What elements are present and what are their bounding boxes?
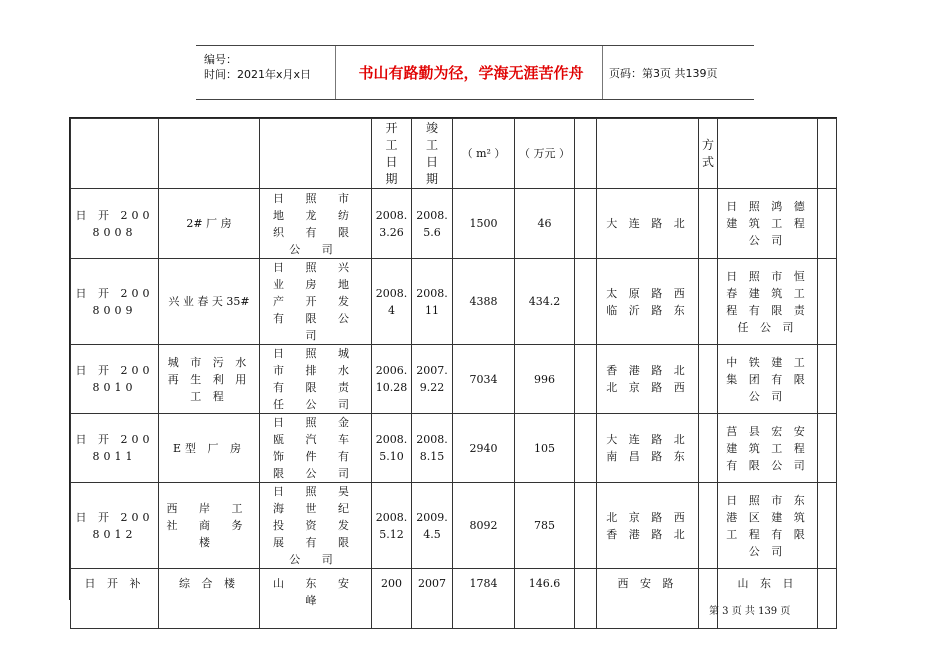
- document-header: [196, 45, 754, 100]
- project-code: 日 开 2008010: [71, 345, 159, 414]
- header-meta: [204, 52, 311, 82]
- header-cost-unit: （ 万元 ）: [515, 119, 575, 189]
- area-value: 1500: [453, 189, 515, 259]
- blank-cell: [818, 414, 837, 483]
- project-code: 日 开 2008011: [71, 414, 159, 483]
- blank-cell: [575, 189, 597, 259]
- project-name: 2# 厂 房: [159, 189, 260, 259]
- project-code: 日 开 补: [71, 569, 159, 629]
- area-value: 1784: [453, 569, 515, 629]
- blank-cell: [818, 483, 837, 569]
- area-value: 8092: [453, 483, 515, 569]
- contractor: 日 照 市 东 港 区 建 筑 工 程 有 限 公 司: [718, 483, 818, 569]
- contractor: 中 铁 建 工 集 团 有 限 公 司: [718, 345, 818, 414]
- builder-unit: 日 照 市 地 龙 纺 织 有 限 公 司: [260, 189, 372, 259]
- project-name: E型 厂 房: [159, 414, 260, 483]
- project-code: 日 开 2008012: [71, 483, 159, 569]
- table-row: [71, 414, 837, 483]
- cost-value: 996: [515, 345, 575, 414]
- end-date: 2008.5.6: [412, 189, 453, 259]
- project-table: [69, 117, 837, 607]
- table-row: [71, 483, 837, 569]
- project-name: 城 市 污 水 再 生 利 用 工 程: [159, 345, 260, 414]
- project-name: 西 岸 工 社 商 务 楼: [159, 483, 260, 569]
- builder-unit: 日 照 昊 海 世 纪 投 资 发 展 有 限 公 司: [260, 483, 372, 569]
- blank-cell: [818, 569, 837, 629]
- blank-cell: [575, 414, 597, 483]
- header-divider: [335, 46, 336, 99]
- project-code: 日 开 2008009: [71, 259, 159, 345]
- blank-cell: [699, 483, 718, 569]
- blank-cell: [575, 345, 597, 414]
- end-date: 2009.4.5: [412, 483, 453, 569]
- end-date: 2008.8.15: [412, 414, 453, 483]
- blank-cell: [575, 569, 597, 629]
- end-date: 2007: [412, 569, 453, 629]
- header-cell: [575, 119, 597, 189]
- builder-unit: 日 照 兴 业 房 地 产 开 发 有 限 公 司: [260, 259, 372, 345]
- header-end-date: 竣工日期: [412, 119, 453, 189]
- header-start-date: 开工日期: [372, 119, 412, 189]
- motto-text: 书山有路勤为径，学海无涯苦作舟: [358, 64, 584, 82]
- header-method: 方式: [699, 119, 718, 189]
- start-date: 2006.10.28: [372, 345, 412, 414]
- header-cell: [260, 119, 372, 189]
- header-cell: [818, 119, 837, 189]
- blank-cell: [699, 414, 718, 483]
- cost-value: 785: [515, 483, 575, 569]
- blank-cell: [575, 259, 597, 345]
- builder-unit: 日 照 金 瓯 汽 车 饰 件 有 限 公 司: [260, 414, 372, 483]
- end-date: 2008.11: [412, 259, 453, 345]
- header-cell: [718, 119, 818, 189]
- header-area-unit: （ m² ）: [453, 119, 515, 189]
- blank-cell: [818, 345, 837, 414]
- contractor: 山 东 日: [718, 569, 818, 629]
- project-name: 综 合 楼: [159, 569, 260, 629]
- area-value: 2940: [453, 414, 515, 483]
- location: 西 安 路: [597, 569, 699, 629]
- blank-cell: [818, 259, 837, 345]
- area-value: 7034: [453, 345, 515, 414]
- location: 大 连 路 北 南 昌 路 东: [597, 414, 699, 483]
- start-date: 2008.3.26: [372, 189, 412, 259]
- blank-cell: [575, 483, 597, 569]
- blank-cell: [818, 189, 837, 259]
- start-date: 2008.5.10: [372, 414, 412, 483]
- table-row: [71, 569, 837, 629]
- area-value: 4388: [453, 259, 515, 345]
- start-date: 200: [372, 569, 412, 629]
- contractor: 日 照 鸿 德 建 筑 工 程 公 司: [718, 189, 818, 259]
- table-row: [71, 189, 837, 259]
- blank-cell: [699, 189, 718, 259]
- blank-cell: [699, 345, 718, 414]
- builder-unit: 山 东 安 峰: [260, 569, 372, 629]
- cost-value: 46: [515, 189, 575, 259]
- blank-cell: [699, 259, 718, 345]
- number-label: 编号：: [204, 53, 237, 66]
- header-cell: [597, 119, 699, 189]
- time-label: 时间：2021年x月x日: [204, 68, 312, 81]
- project-name: 兴 业 春 天 35#: [159, 259, 260, 345]
- location: 香 港 路 北 北 京 路 西: [597, 345, 699, 414]
- contractor: 日 照 市 恒 春 建 筑 工 程 有 限 责 任 公 司: [718, 259, 818, 345]
- start-date: 2008.4: [372, 259, 412, 345]
- location: 太 原 路 西 临 沂 路 东: [597, 259, 699, 345]
- cost-value: 105: [515, 414, 575, 483]
- table-header-row: [71, 119, 837, 189]
- end-date: 2007.9.22: [412, 345, 453, 414]
- cost-value: 146.6: [515, 569, 575, 629]
- start-date: 2008.5.12: [372, 483, 412, 569]
- location: 大 连 路 北: [597, 189, 699, 259]
- page-code: 页码：第3页 共139页: [609, 67, 718, 80]
- table-row: [71, 259, 837, 345]
- blank-cell: [699, 569, 718, 629]
- header-cell: [159, 119, 260, 189]
- page-footer: 第 3 页 共 139 页: [709, 606, 791, 617]
- table-row: [71, 345, 837, 414]
- contractor: 莒 县 宏 安 建 筑 工 程 有 限 公 司: [718, 414, 818, 483]
- location: 北 京 路 西 香 港 路 北: [597, 483, 699, 569]
- builder-unit: 日 照 城 市 排 水 有 限 责 任 公 司: [260, 345, 372, 414]
- header-cell: [71, 119, 159, 189]
- project-code: 日 开 2008008: [71, 189, 159, 259]
- cost-value: 434.2: [515, 259, 575, 345]
